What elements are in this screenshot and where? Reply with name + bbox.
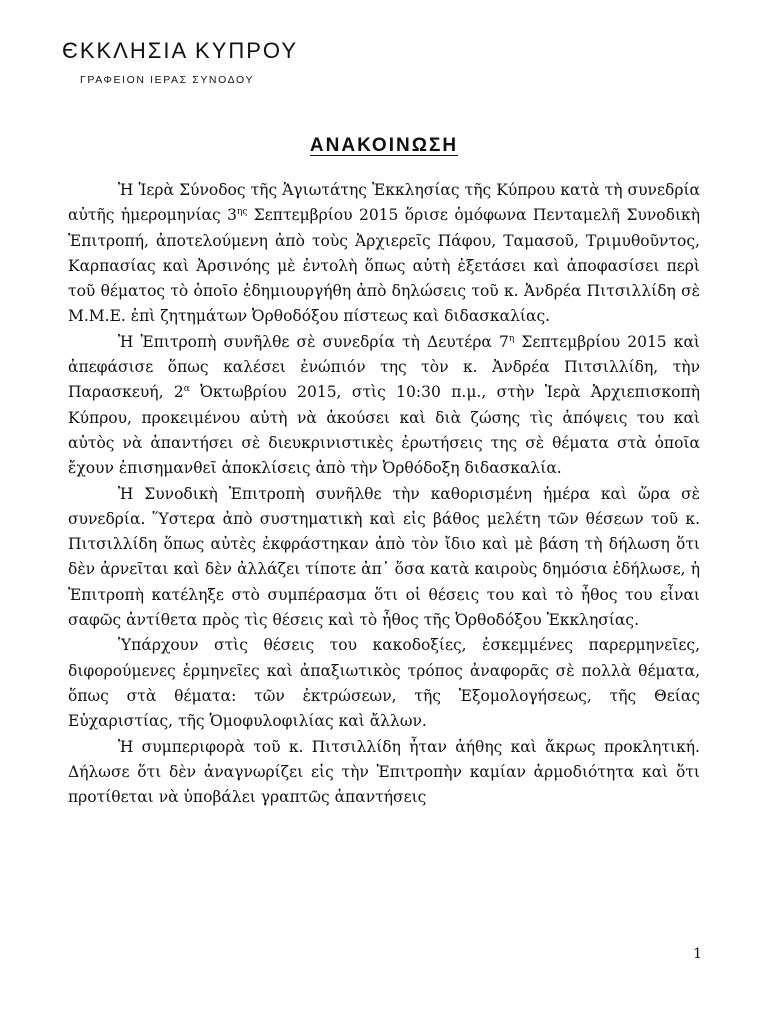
letterhead: [62, 38, 298, 86]
ordinal-suffix: α: [183, 384, 190, 395]
ordinal-suffix: ης: [236, 207, 248, 218]
paragraph-2-text-c: Ὀκτωβρίου 2015, στὶς 10:30 π.μ., στὴν Ἱερὰ Ἀρχιεπισκοπὴ Κύπρου, προκειμένου αὐτὴ νὰ ἀκούσει καὶ διὰ ζώσης τὶς ἀπόψεις του καὶ αὐτὸς νὰ ἀπαντήσει σὲ διευκρινιστικὲς ἐρωτήσεις της σὲ θέματα στὰ ὁποῖα ἔχουν ἐπισημανθεῖ ἀποκλίσεις ἀπὸ τὴν Ὀρθόδοξη διδασκαλία.: [68, 383, 700, 478]
document-body: [68, 178, 700, 810]
document-title: ΑΝΑΚΟΙΝΩΣΗ: [309, 135, 459, 156]
paragraph-2: [68, 330, 700, 482]
paragraph-2-text-a: Ἡ Ἐπιτροπὴ συνῆλθε σὲ συνεδρία τὴ Δευτέρα 7: [118, 332, 509, 351]
paragraph-1: [68, 178, 700, 330]
page-number: 1: [693, 946, 702, 962]
organization-name: ЄΚΚΛΗΣΙΑ ΚΥΠΡΟΥ: [62, 38, 299, 63]
paragraph-1-text-a: Ἡ Ἱερὰ Σύνοδος τῆς Ἁγιωτάτης Ἐκκλησίας τῆς Κύπρου κατὰ τὴ συνεδρία αὐτῆς ἡμερομηνίας 3: [68, 181, 700, 225]
office-name: ΓΡΑΦΕΙΟΝ ΙΕΡΑΣ ΣΥΝΟΔΟΥ: [80, 74, 255, 86]
paragraph-3: Ἡ Συνοδικὴ Ἐπιτροπὴ συνῆλθε τὴν καθορισμένη ἡμέρα καὶ ὥρα σὲ συνεδρία. Ὕστερα ἀπὸ συστηματικὴ καὶ εἰς βάθος μελέτη τῶν θέσεων τοῦ κ. Πιτσιλλίδη ὅπως αὐτὲς ἐκφράστηκαν ἀπὸ τὸν ἴδιο καὶ μὲ βάση τὴ δήλωση ὅτι δὲν ἀρνεῖται καὶ δὲν ἀλλάζει τίποτε ἀπ᾽ ὅσα κατὰ καιροὺς δημόσια ἐδήλωσε, ἡ Ἐπιτροπὴ κατέληξε στὸ συμπέρασμα ὅτι οἱ θέσεις του καὶ τὸ ἦθος του εἶναι σαφῶς ἀντίθετα πρὸς τὶς θέσεις καὶ τὸ ἦθος τῆς Ὀρθοδόξου Ἐκκλησίας.: [68, 484, 700, 630]
paragraph-5: Ἡ συμπεριφορὰ τοῦ κ. Πιτσιλλίδη ἦταν ἀήθης καὶ ἄκρως προκλητική. Δήλωσε ὅτι δὲν ἀναγνωρίζει εἰς τὴν Ἐπιτροπὴν καμίαν ἁρμοδιότητα καὶ ὅτι προτίθεται νὰ ὑποβάλει γραπτῶς ἀπαντήσεις: [68, 737, 700, 807]
paragraph-2-text-b: Σεπτεμβρίου 2015 καὶ ἀπεφάσισε ὅπως καλέσει ἐνώπιόν της τὸν κ. Ἀνδρέα Πιτσιλλίδη, τὴν Παρασκευή, 2: [68, 332, 701, 402]
ordinal-suffix: η: [508, 333, 515, 344]
paragraph-4: Ὑπάρχουν στὶς θέσεις του κακοδοξίες, ἐσκεμμένες παρερμηνεῖες, διφορούμενες ἑρμηνεῖες καὶ ἀπαξιωτικὸς τρόπος ἀναφορᾶς σὲ πολλὰ θέματα, ὅπως στὰ θέματα: τῶν ἐκτρώσεων, τῆς Ἐξομολογήσεως, τῆς Θείας Εὐχαριστίας, τῆς Ὁμοφυλοφιλίας καὶ ἄλλων.: [68, 636, 700, 731]
paragraph-1-text-b: Σεπτεμβρίου 2015 ὅρισε ὁμόφωνα Πενταμελῆ Συνοδικὴ Ἐπιτροπή, ἀποτελούμενη ἀπὸ τοὺς Ἀρχιερεῖς Πάφου, Ταμασοῦ, Τριμυθοῦντος, Καρπασίας καὶ Ἀρσινόης μὲ ἐντολὴ ὅπως αὐτὴ ἐξετάσει καὶ ἀποφασίσει περὶ τοῦ θέματος τὸ ὁποῖο ἐδημιουργήθη ἀπὸ δηλώσεις τοῦ κ. Ἀνδρέα Πιτσιλλίδη σὲ Μ.Μ.Ε. ἐπὶ ζητημάτων Ὀρθοδόξου πίστεως καὶ διδασκαλίας.: [68, 206, 701, 326]
